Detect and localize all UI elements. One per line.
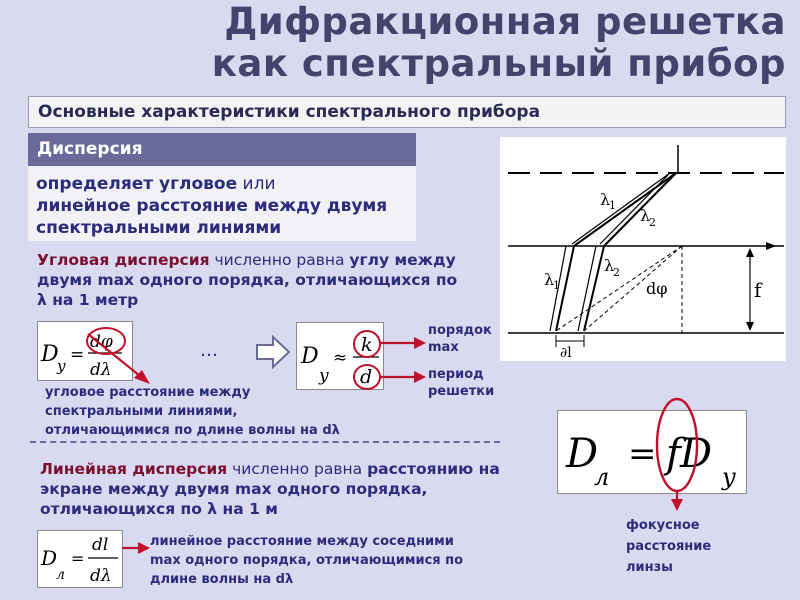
formula2-k: k: [361, 334, 373, 356]
diagram-lambda1-top: λ: [600, 190, 611, 209]
diffraction-diagram-svg: [500, 137, 786, 361]
formula4-equals: =: [628, 434, 657, 474]
formula4-l-subscript: л: [594, 463, 610, 491]
formula-D: D: [41, 342, 59, 367]
formula-denominator: dλ: [90, 360, 112, 380]
diagram-dphi: dφ: [646, 279, 668, 298]
diagram-lambda1-bottom: λ: [544, 270, 555, 289]
dispersion-heading-box: [28, 133, 416, 166]
linear-formula-svg: [38, 531, 124, 589]
linear-dispersion-note: линейное расстояние между соседними max одного порядка, отличающимися по длине волны на dλ: [150, 534, 464, 587]
focal-highlight: [650, 395, 713, 513]
svg-text:2: 2: [649, 216, 656, 229]
formula3-l-subscript: л: [56, 567, 65, 583]
diffraction-diagram: [500, 137, 786, 361]
svg-text:1: 1: [609, 199, 616, 212]
diagram-f: f: [754, 278, 762, 302]
linear-dispersion-formula: [37, 530, 123, 588]
formula2-D: D: [301, 344, 319, 369]
highlight-circle-f: [657, 399, 697, 491]
svg-text:1: 1: [553, 279, 560, 292]
angular-dispersion-approx-formula: [296, 322, 384, 390]
subtitle-text: Основные характеристики спектрального прибора: [38, 102, 541, 122]
subtitle-bar: [28, 96, 786, 128]
formula-equals: =: [70, 345, 85, 365]
angular-dispersion-note: угловое расстояние между спектральными линиями, отличающимися по длине волны на dλ: [45, 385, 340, 438]
ray-lambda1-upper: [574, 173, 676, 246]
diagram-dl: ∂l: [560, 345, 572, 361]
dispersion-definition: определяет угловое или линейное расстояние между двумя спектральными линиями: [36, 174, 388, 238]
arrow-down-right: [80, 330, 160, 390]
formula4-f: f: [666, 431, 681, 477]
formula2-d: d: [360, 366, 373, 388]
formula2-y-subscript: y: [319, 366, 329, 386]
approx-formula-svg: [297, 323, 385, 391]
ellipsis: …: [200, 340, 218, 361]
angular-dispersion-text: Угловая дисперсия численно равна углу между двумя max одного порядка, отличающихся по λ на 1 метр: [37, 251, 458, 309]
dispersion-definition-box: [28, 166, 416, 241]
diagram-lambda2-top: λ: [640, 206, 651, 225]
formula-y-subscript: y: [57, 357, 66, 375]
linear-dispersion-text: Линейная дисперсия численно равна расстоянию на экране между двумя max одного порядка, отличающихся по λ на 1 м: [40, 460, 500, 518]
focal-length-note: фокусное расстояние линзы: [626, 518, 712, 575]
formula-numerator: dφ: [90, 332, 113, 352]
slide-title-line-1: Дифракционная решетка: [224, 0, 786, 43]
arrow-down-icon: [671, 499, 683, 511]
formula3-numerator: dl: [92, 535, 109, 555]
arrow-to-linear-note: [122, 540, 152, 556]
formula2-approx: ≈: [333, 348, 348, 368]
formula3-denominator: dλ: [90, 566, 112, 586]
slide-title-line-2: как спектральный прибор: [211, 42, 786, 85]
label-grating-period: период решетки: [428, 367, 495, 399]
arrows-to-labels: [378, 335, 428, 385]
label-order-max: порядок max: [428, 323, 492, 355]
implies-arrow-icon: [255, 335, 293, 369]
formula4-D2: D: [680, 431, 713, 477]
section-divider: [30, 441, 500, 443]
svg-text:2: 2: [613, 266, 620, 279]
formula4-D: D: [566, 431, 599, 477]
formula4-y-subscript: y: [722, 463, 736, 491]
formula3-equals: =: [71, 549, 85, 568]
dispersion-heading: Дисперсия: [37, 139, 143, 159]
diagram-lambda2-bottom: λ: [604, 256, 615, 275]
formula3-D: D: [41, 546, 58, 570]
